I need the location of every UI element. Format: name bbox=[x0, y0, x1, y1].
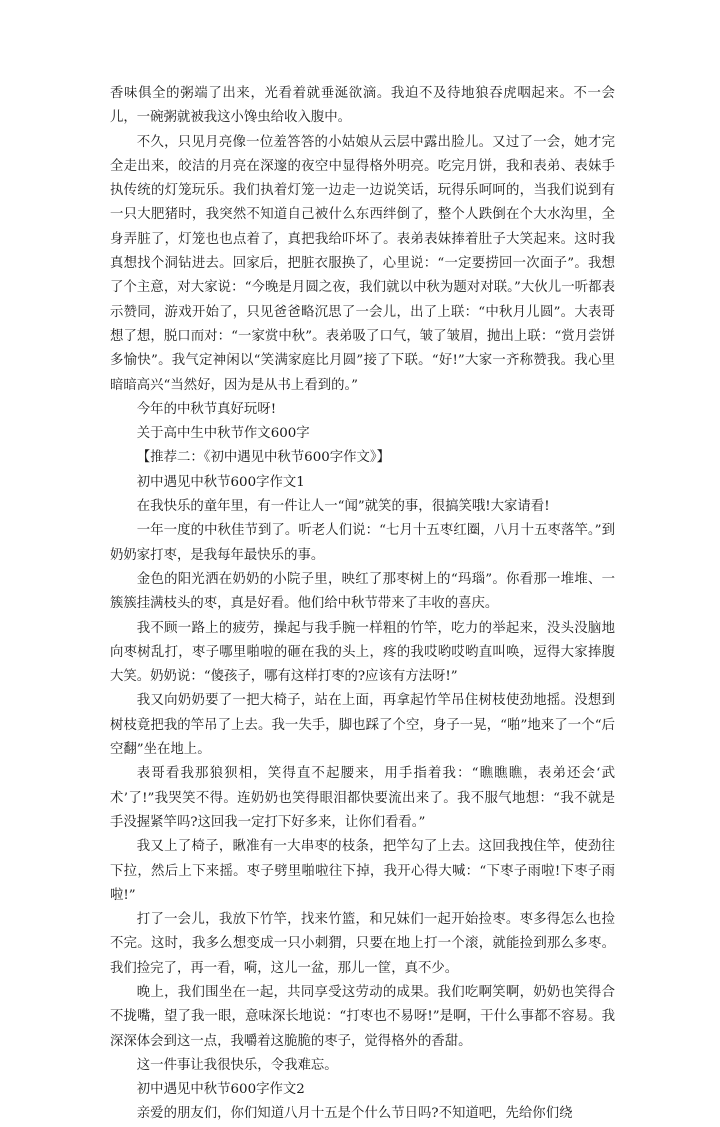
paragraph-18: 亲爱的朋友们，你们知道八月十五是个什么节日吗?不知道吧，先给你们绕 bbox=[136, 1106, 573, 1122]
paragraph-7: 在我快乐的童年里，有一件让人一“闻”就笑的事，很搞笑哦!大家请看! bbox=[136, 499, 550, 515]
recommendation-heading: 【推荐二：《初中遇见中秋节600字作文》】 bbox=[136, 450, 390, 466]
paragraph-3: 今年的中秋节真好玩呀! bbox=[136, 401, 277, 417]
document-page bbox=[110, 82, 615, 1127]
essay-1-heading: 初中遇见中秋节600字作文1 bbox=[136, 474, 305, 490]
paragraph-14: 打了一会儿，我放下竹竿，找来竹篮，和兄妹们一起开始捡枣。枣多得怎么也捡不完。这时，我多么想变成一只小刺猬，只要在地上打一个滚，就能捡到那么多枣。我们捡完了，再一看，嗬，这儿一盆，那儿一筐，真不少。 bbox=[110, 912, 615, 976]
essay-2-heading: 初中遇见中秋节600字作文2 bbox=[136, 1082, 305, 1098]
paragraph-10: 我不顾一路上的疲劳，操起与我手腕一样粗的竹竿，吃力的举起来，没头没脑地向枣树乱打，枣子哪里啪啦的砸在我的头上，疼的我哎哟哎哟直叫唤，逗得大家捧腹大笑。奶奶说：“傻孩子，哪有这样打枣的?应该有方法呀!” bbox=[110, 620, 615, 685]
essay-title-line: 关于高中生中秋节作文600字 bbox=[136, 426, 310, 442]
paragraph-1: 香味俱全的粥端了出来，光看着就垂涎欲滴。我迫不及待地狼吞虎咽起来。不一会儿，一碗粥就被我这小馋虫给收入腹中。 bbox=[110, 86, 615, 126]
paragraph-13: 我又上了椅子，瞅准有一大串枣的枝条，把竿勾了上去。这回我拽住竿，使劲往下拉，然后上下来摇。枣子劈里啪啦往下掉，我开心得大喊：“下枣子雨啦!下枣子雨啦!” bbox=[110, 839, 615, 903]
paragraph-15: 晚上，我们围坐在一起，共同享受这劳动的成果。我们吃啊笑啊，奶奶也笑得合不拢嘴，望了我一眼，意味深长地说：“打枣也不易呀!”是啊，干什么事都不容易。我深深体会到这一点，我嚼着这脆脆的枣子，觉得格外的香甜。 bbox=[110, 984, 615, 1049]
paragraph-12: 表哥看我那狼狈相，笑得直不起腰来，用手指着我：“瞧瞧瞧，表弟还会‘武术’了!”我哭笑不得。连奶奶也笑得眼泪都快要流出来了。我不服气地想：“我不就是手没握紧竿吗?这回我一定打下好多来，让你们看看。” bbox=[110, 766, 615, 830]
paragraph-2: 不久，只见月亮像一位羞答答的小姑娘从云层中露出脸儿。又过了一会，她才完全走出来，皎洁的月亮在深邃的夜空中显得格外明亮。吃完月饼，我和表弟、表妹手执传统的灯笼玩乐。我们执着灯笼一边走一边说笑话，玩得乐呵呵的，当我们说到有一只大肥猪时，我突然不知道自己被什么东西绊倒了，整个人跌倒在个大水沟里，全身弄脏了，灯笼也也点着了，真把我给吓坏了。表弟表妹捧着肚子大笑起来。这时我真想找个洞钻进去。回家后，把脏衣服换了，心里说：“一定要捞回一次面子”。我想了个主意，对大家说：“今晚是月圆之夜，我们就以中秋为题对对联。”大伙儿一听都表示赞同，游戏开始了，只见爸爸略沉思了一会儿，出了上联：“中秋月儿圆”。大表哥想了想，脱口而对：“一家赏中秋”。表弟吸了口气，皱了皱眉，抛出上联：“赏月尝饼多愉快”。我气定神闲以“笑满家庭比月圆”接了下联。“好!”大家一齐称赞我。我心里暗暗高兴“当然好，因为是从书上看到的。” bbox=[110, 134, 615, 393]
paragraph-11: 我又向奶奶要了一把大椅子，站在上面，再拿起竹竿吊住树枝使劲地摇。没想到树枝竟把我的竿吊了上去。我一失手，脚也踩了个空，身子一晃，“啪”地来了一个“后空翻”坐在地上。 bbox=[110, 693, 615, 758]
paragraph-16: 这一件事让我很快乐，令我难忘。 bbox=[136, 1057, 338, 1073]
paragraph-8: 一年一度的中秋佳节到了。听老人们说：“七月十五枣红圈，八月十五枣落竿。”到奶奶家打枣，是我每年最快乐的事。 bbox=[110, 523, 615, 563]
paragraph-9: 金色的阳光洒在奶奶的小院子里，映红了那枣树上的“玛瑙”。你看那一堆堆、一簇簇挂满枝头的枣，真是好看。他们给中秋节带来了丰收的喜庆。 bbox=[110, 571, 615, 612]
